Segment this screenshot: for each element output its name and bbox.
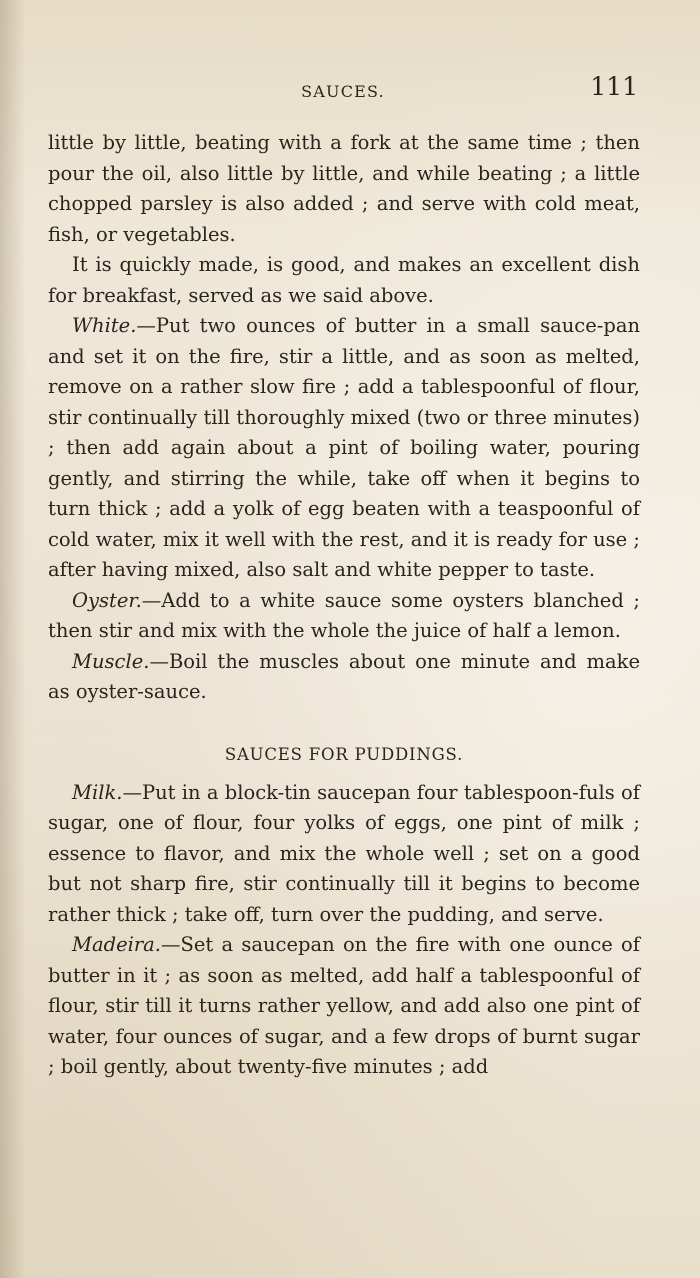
page-number: 111 [590,72,638,101]
em-dash: — [141,588,162,612]
recipe-madeira-sauce [48,930,640,1083]
em-dash: — [136,314,156,337]
recipe-muscle-sauce [48,647,640,708]
paragraph-text: little by little, beating with a fork at the same time ; then pour the oil, also little by little, and while beating ; a little chopped parsley is also added ; and serve with cold meat, fish, or vegetables. [48,131,640,246]
em-dash: — [161,933,181,956]
page-header [48,72,638,108]
paragraph-text: It is quickly made, is good, and makes an excellent dish for breakfast, served as we said above. [48,253,640,307]
recipe-text-oyster: Add to a white sauce some oysters blanched ; then stir and mix with the whole the juice of half a lemon. [48,588,640,642]
em-dash: — [122,780,142,804]
em-dash: — [149,649,169,673]
recipe-label-madeira: Madeira. [72,933,161,956]
recipe-white-sauce [48,311,640,586]
recipe-text-muscle: Boil the muscles about one minute and make as oyster-sauce. [48,649,640,703]
recipe-milk-sauce [48,778,640,931]
recipe-text-milk: Put in a block-tin saucepan four tablespoon-fuls of sugar, one of flour, four yolks of eggs, one pint of milk ; essence to flavor, and mix the whole well ; set on a good but not sharp fire, stir continually till it begins to become rather thick ; take off, turn over the pudding, and serve. [48,780,640,926]
recipe-text-white: Put two ounces of butter in a small sauce-pan and set it on the fire, stir a little, and as soon as melted, remove on a rather slow fire ; add a tablespoonful of flour, stir continually till thoroughly mixed (two or three minutes) ; then add again about a pint of boiling water, pouring gently, and stirring the while, take off when it begins to turn thick ; add a yolk of egg beaten with a teaspoonful of cold water, mix it well with the rest, and it is ready for use ; after having mixed, also salt and white pepper to taste. [48,314,640,581]
paragraph-breakfast-note [48,250,640,311]
recipe-oyster-sauce [48,586,640,647]
paragraph-continuation [48,128,640,250]
recipe-label-milk: Milk. [72,780,123,804]
running-head: SAUCES. [301,82,385,101]
recipe-label-oyster: Oyster. [72,588,142,612]
body-text [48,128,640,1083]
recipe-label-muscle: Muscle. [72,649,150,673]
section-heading: SAUCES FOR PUDDINGS. [224,744,464,764]
recipe-label-white: White. [72,314,137,337]
recipe-text-madeira: Set a saucepan on the fire with one ounce of butter in it ; as soon as melted, add half a tablespoonful of flour, stir till it turns rather yellow, and add also one pint of water, four ounces of sugar, and a few drops of burnt sugar ; boil gently, about twenty-five minutes ; add [48,933,640,1078]
